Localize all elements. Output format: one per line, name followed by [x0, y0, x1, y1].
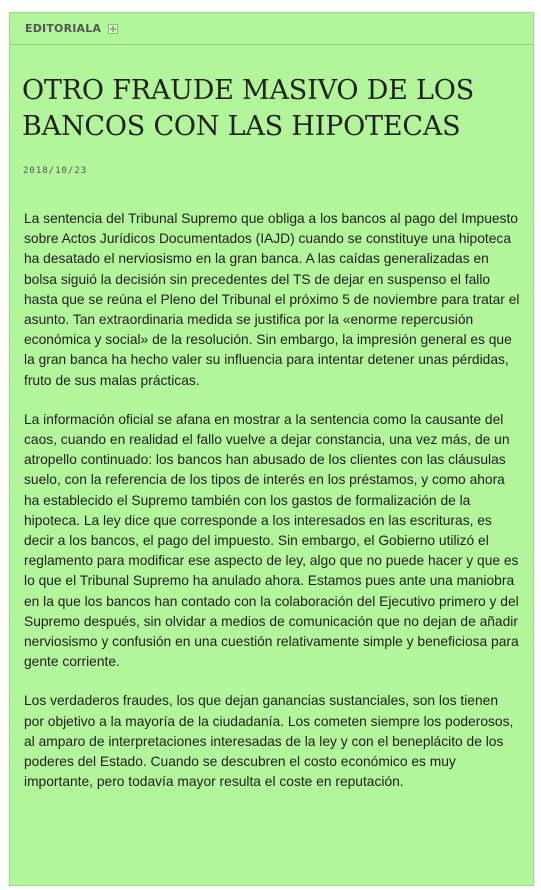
plus-icon[interactable]: [108, 24, 118, 34]
article-paragraph: La información oficial se afana en mostrar a la sentencia como la causante del caos, cuando en realidad el fallo vuelve a dejar constancia, una vez más, de un atropello continuado: los bancos han abusado de los clientes con las cláusulas suelo, con la referencia de los tipos de interés en los préstamos, y como ahora ha establecido el Supremo también con los gastos de formalización de la hipoteca. La ley dice que corresponde a los interesados en las escrituras, es decir a los bancos, el pago del impuesto. Sin embargo, el Gobierno utilizó el reglamento para modificar ese aspecto de ley, algo que no puede hacer y que es lo que el Tribunal Supremo ha anulado ahora. Estamos pues ante una maniobra en la que los bancos han contado con la colaboración del Ejecutivo primero y del Supremo después, sin olvidar a medios de comunicación que no dejan de añadir nerviosismo y confusión en una cuestión relativamente simple y beneficiosa para gente corriente.: [24, 411, 519, 670]
article-paragraph: Los verdaderos fraudes, los que dejan ganancias sustanciales, son los tienen por objetivo a la mayoría de la ciudadanía. Los cometen siempre los poderosos, al amparo de interpretaciones interesadas de la ley y con el beneplácito de los poderes del Estado. Cuando se descubren el costo económico es muy importante, pero todavía mayor resulta el coste en reputación.: [24, 693, 514, 790]
section-label: EDITORIALA: [25, 22, 102, 35]
panel-header: [10, 13, 533, 45]
editorial-panel: [9, 12, 534, 886]
article-body: [24, 209, 521, 792]
article-date: 2018/10/23: [23, 166, 88, 176]
article-title: OTRO FRAUDE MASIVO DE LOS BANCOS CON LAS HIPOTECAS: [22, 75, 474, 142]
article-paragraph: La sentencia del Tribunal Supremo que obliga a los bancos al pago del Impuesto sobre Actos Jurídicos Documentados (IAJD) cuando se constituye una hipoteca ha desatado el nerviosismo en la gran banca. A las caídas generalizadas en bolsa siguió la decisión sin precedentes del TS de dejar en suspenso el fallo hasta que se reúna el Pleno del Tribunal el próximo 5 de noviembre para tratar el asunto. Tan extraordinaria medida se justifica por la «enorme repercusión económica y social» de la resolución. Sin embargo, la impresión general es que la gran banca ha hecho valer su influencia para intentar detener unas pérdidas, fruto de sus malas prácticas.: [24, 211, 520, 388]
